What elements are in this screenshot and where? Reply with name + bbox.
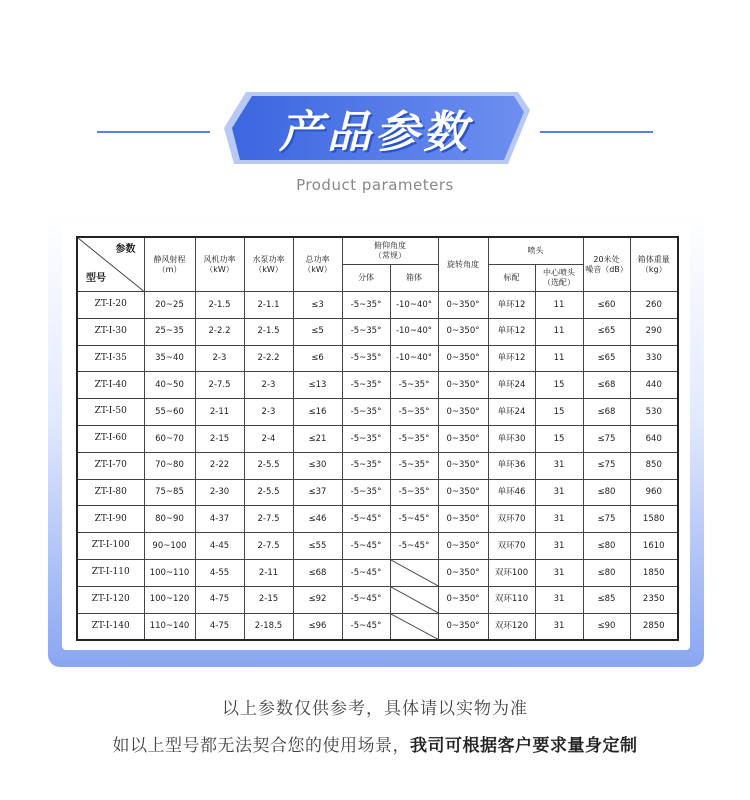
cell-pump-power: 2-3: [244, 399, 293, 426]
cell-pump-power: 2-1.5: [244, 318, 293, 345]
col-header-nozzle-std: 标配: [488, 265, 535, 292]
cell-total-power: ≤6: [293, 345, 342, 372]
cell-pitch-split: -5~35°: [342, 452, 390, 479]
cell-range: 35~40: [144, 345, 195, 372]
cell-total-power: ≤5: [293, 318, 342, 345]
cell-fan-power: 4-37: [195, 506, 244, 533]
cell-weight: 850: [630, 452, 678, 479]
header-divider-left: [97, 131, 210, 133]
col-header-noise: 20米处 噪音（dB）: [583, 237, 630, 292]
table-row: [77, 345, 678, 372]
col-header-nozzle: 喷头: [488, 237, 583, 265]
cell-pump-power: 2-4: [244, 425, 293, 452]
corner-header-cell: [77, 237, 144, 292]
cell-nozzle-std: 单环24: [488, 399, 535, 426]
cell-fan-power: 4-45: [195, 533, 244, 560]
cell-noise: ≤80: [583, 533, 630, 560]
cell-fan-power: 4-75: [195, 613, 244, 640]
cell-model: ZT-I-35: [77, 345, 144, 372]
cell-nozzle-std: 单环12: [488, 318, 535, 345]
cell-nozzle-std: 双环100: [488, 559, 535, 586]
cell-pitch-split: -5~45°: [342, 506, 390, 533]
cell-total-power: ≤21: [293, 425, 342, 452]
cell-pitch-split: -5~35°: [342, 399, 390, 426]
table-row: [77, 452, 678, 479]
cell-weight: 640: [630, 425, 678, 452]
cell-pitch-split: -5~45°: [342, 586, 390, 613]
cell-rotation: 0~350°: [438, 292, 488, 319]
cell-model: ZT-I-80: [77, 479, 144, 506]
na-diagonal: [391, 587, 438, 613]
table-row: [77, 586, 678, 613]
cell-range: 20~25: [144, 292, 195, 319]
cell-pitch-box: -5~45°: [390, 506, 438, 533]
cell-nozzle-center: 31: [535, 452, 583, 479]
cell-pitch-split: -5~45°: [342, 613, 390, 640]
col-header-pitch: 俯仰角度 （常规）: [342, 237, 438, 265]
cell-fan-power: 2-2.2: [195, 318, 244, 345]
cell-rotation: 0~350°: [438, 425, 488, 452]
cell-nozzle-center: 31: [535, 586, 583, 613]
cell-nozzle-std: 双环70: [488, 533, 535, 560]
cell-nozzle-center: 31: [535, 613, 583, 640]
cell-nozzle-center: 11: [535, 345, 583, 372]
cell-total-power: ≤13: [293, 372, 342, 399]
cell-fan-power: 2-30: [195, 479, 244, 506]
spec-table-body: [77, 292, 678, 640]
cell-pitch-split: -5~45°: [342, 559, 390, 586]
cell-range: 90~100: [144, 533, 195, 560]
cell-nozzle-std: 双环110: [488, 586, 535, 613]
cell-nozzle-center: 31: [535, 479, 583, 506]
cell-fan-power: 4-55: [195, 559, 244, 586]
cell-model: ZT-I-120: [77, 586, 144, 613]
header-divider-right: [540, 131, 653, 133]
cell-rotation: 0~350°: [438, 559, 488, 586]
cell-noise: ≤68: [583, 399, 630, 426]
cell-fan-power: 2-7.5: [195, 372, 244, 399]
cell-pitch-split: -5~35°: [342, 292, 390, 319]
cell-pitch-box: -10~40°: [390, 292, 438, 319]
table-row: [77, 292, 678, 319]
cell-nozzle-center: 11: [535, 292, 583, 319]
disclaimer-note: 以上参数仅供参考，具体请以实物为准: [222, 699, 528, 719]
cell-fan-power: 2-15: [195, 425, 244, 452]
cell-total-power: ≤37: [293, 479, 342, 506]
cell-nozzle-center: 31: [535, 506, 583, 533]
cell-nozzle-std: 单环36: [488, 452, 535, 479]
cell-nozzle-center: 15: [535, 372, 583, 399]
cell-total-power: ≤96: [293, 613, 342, 640]
table-row: [77, 318, 678, 345]
cell-range: 75~85: [144, 479, 195, 506]
cell-noise: ≤65: [583, 345, 630, 372]
cell-pitch-split: -5~35°: [342, 479, 390, 506]
cell-pitch-split: -5~35°: [342, 425, 390, 452]
cell-rotation: 0~350°: [438, 399, 488, 426]
page-subtitle: Product parameters: [296, 176, 454, 194]
cell-noise: ≤80: [583, 559, 630, 586]
cell-rotation: 0~350°: [438, 452, 488, 479]
cell-pump-power: 2-18.5: [244, 613, 293, 640]
table-row: [77, 479, 678, 506]
col-header-range: 静风射程 （m）: [144, 237, 195, 292]
cell-rotation: 0~350°: [438, 318, 488, 345]
cell-pump-power: 2-3: [244, 372, 293, 399]
cell-rotation: 0~350°: [438, 479, 488, 506]
cell-total-power: ≤3: [293, 292, 342, 319]
cell-pump-power: 2-7.5: [244, 533, 293, 560]
table-row: [77, 559, 678, 586]
cell-model: ZT-I-20: [77, 292, 144, 319]
cell-pump-power: 2-11: [244, 559, 293, 586]
cell-range: 40~50: [144, 372, 195, 399]
cell-noise: ≤60: [583, 292, 630, 319]
col-header-weight: 箱体重量 （kg）: [630, 237, 678, 292]
cell-not-applicable: [390, 586, 438, 613]
cell-nozzle-center: 11: [535, 318, 583, 345]
cell-weight: 440: [630, 372, 678, 399]
col-header-fan-power: 风机功率 （kW）: [195, 237, 244, 292]
cell-range: 55~60: [144, 399, 195, 426]
cell-model: ZT-I-140: [77, 613, 144, 640]
spec-table: [76, 236, 679, 641]
cell-model: ZT-I-110: [77, 559, 144, 586]
cell-weight: 1580: [630, 506, 678, 533]
cell-model: ZT-I-90: [77, 506, 144, 533]
cell-not-applicable: [390, 613, 438, 640]
table-row: [77, 425, 678, 452]
col-header-pitch-box: 箱体: [390, 265, 438, 292]
cell-weight: 330: [630, 345, 678, 372]
cell-pitch-box: -5~35°: [390, 479, 438, 506]
customization-note-emphasis: 我司可根据客户要求量身定制: [410, 736, 638, 756]
cell-pitch-box: -5~35°: [390, 372, 438, 399]
cell-noise: ≤80: [583, 479, 630, 506]
cell-pump-power: 2-7.5: [244, 506, 293, 533]
cell-range: 110~140: [144, 613, 195, 640]
cell-model: ZT-I-40: [77, 372, 144, 399]
cell-total-power: ≤68: [293, 559, 342, 586]
cell-total-power: ≤16: [293, 399, 342, 426]
page-title: 产品参数: [279, 107, 471, 158]
cell-pitch-split: -5~45°: [342, 533, 390, 560]
cell-rotation: 0~350°: [438, 345, 488, 372]
cell-fan-power: 4-75: [195, 586, 244, 613]
col-header-total-power: 总功率 （kW）: [293, 237, 342, 292]
cell-nozzle-std: 单环30: [488, 425, 535, 452]
cell-noise: ≤75: [583, 452, 630, 479]
cell-range: 70~80: [144, 452, 195, 479]
customization-note: [0, 731, 750, 756]
cell-pitch-box: -5~35°: [390, 425, 438, 452]
cell-nozzle-center: 15: [535, 399, 583, 426]
cell-total-power: ≤92: [293, 586, 342, 613]
cell-nozzle-center: 31: [535, 559, 583, 586]
cell-rotation: 0~350°: [438, 586, 488, 613]
na-diagonal: [391, 560, 438, 586]
cell-nozzle-center: 15: [535, 425, 583, 452]
cell-fan-power: 2-1.5: [195, 292, 244, 319]
cell-pitch-split: -5~35°: [342, 318, 390, 345]
cell-pump-power: 2-5.5: [244, 479, 293, 506]
cell-rotation: 0~350°: [438, 372, 488, 399]
cell-nozzle-center: 31: [535, 533, 583, 560]
cell-nozzle-std: 单环46: [488, 479, 535, 506]
corner-bottom-label: 型号: [86, 272, 106, 284]
cell-rotation: 0~350°: [438, 533, 488, 560]
cell-weight: 1850: [630, 559, 678, 586]
cell-pitch-box: -5~35°: [390, 452, 438, 479]
cell-nozzle-std: 双环120: [488, 613, 535, 640]
table-row: [77, 506, 678, 533]
header-badge: [218, 88, 532, 168]
cell-pitch-box: -10~40°: [390, 345, 438, 372]
cell-model: ZT-I-50: [77, 399, 144, 426]
cell-weight: 960: [630, 479, 678, 506]
customization-note-lead: 如以上型号都无法契合您的使用场景，: [112, 736, 410, 756]
cell-rotation: 0~350°: [438, 506, 488, 533]
cell-pitch-split: -5~35°: [342, 372, 390, 399]
cell-range: 100~110: [144, 559, 195, 586]
cell-pitch-box: -5~45°: [390, 533, 438, 560]
cell-nozzle-std: 双环70: [488, 506, 535, 533]
cell-weight: 260: [630, 292, 678, 319]
col-header-pump-power: 水泵功率 （kW）: [244, 237, 293, 292]
corner-top-label: 参数: [115, 244, 136, 255]
cell-pitch-split: -5~35°: [342, 345, 390, 372]
cell-fan-power: 2-11: [195, 399, 244, 426]
col-header-nozzle-center: 中心喷头 （选配）: [535, 265, 583, 292]
cell-range: 80~90: [144, 506, 195, 533]
cell-noise: ≤90: [583, 613, 630, 640]
cell-total-power: ≤55: [293, 533, 342, 560]
cell-pump-power: 2-5.5: [244, 452, 293, 479]
cell-pump-power: 2-15: [244, 586, 293, 613]
table-row: [77, 372, 678, 399]
cell-noise: ≤68: [583, 372, 630, 399]
table-row: [77, 613, 678, 640]
cell-pump-power: 2-1.1: [244, 292, 293, 319]
cell-fan-power: 2-22: [195, 452, 244, 479]
cell-model: ZT-I-30: [77, 318, 144, 345]
cell-weight: 290: [630, 318, 678, 345]
cell-weight: 1610: [630, 533, 678, 560]
cell-pitch-box: -5~35°: [390, 399, 438, 426]
cell-not-applicable: [390, 559, 438, 586]
cell-fan-power: 2-3: [195, 345, 244, 372]
col-header-pitch-split: 分体: [342, 265, 390, 292]
cell-range: 25~35: [144, 318, 195, 345]
cell-total-power: ≤30: [293, 452, 342, 479]
table-row: [77, 399, 678, 426]
cell-model: ZT-I-70: [77, 452, 144, 479]
cell-weight: 2850: [630, 613, 678, 640]
table-row: [77, 533, 678, 560]
cell-pitch-box: -10~40°: [390, 318, 438, 345]
cell-range: 100~120: [144, 586, 195, 613]
cell-weight: 530: [630, 399, 678, 426]
cell-noise: ≤75: [583, 425, 630, 452]
cell-range: 60~70: [144, 425, 195, 452]
cell-nozzle-std: 单环12: [488, 292, 535, 319]
cell-noise: ≤75: [583, 506, 630, 533]
cell-noise: ≤65: [583, 318, 630, 345]
cell-nozzle-std: 单环24: [488, 372, 535, 399]
na-diagonal: [391, 614, 438, 639]
cell-model: ZT-I-100: [77, 533, 144, 560]
col-header-rotation: 旋转角度: [438, 237, 488, 292]
cell-rotation: 0~350°: [438, 613, 488, 640]
cell-weight: 2350: [630, 586, 678, 613]
cell-model: ZT-I-60: [77, 425, 144, 452]
cell-noise: ≤85: [583, 586, 630, 613]
cell-nozzle-std: 单环12: [488, 345, 535, 372]
cell-total-power: ≤46: [293, 506, 342, 533]
cell-pump-power: 2-2.2: [244, 345, 293, 372]
